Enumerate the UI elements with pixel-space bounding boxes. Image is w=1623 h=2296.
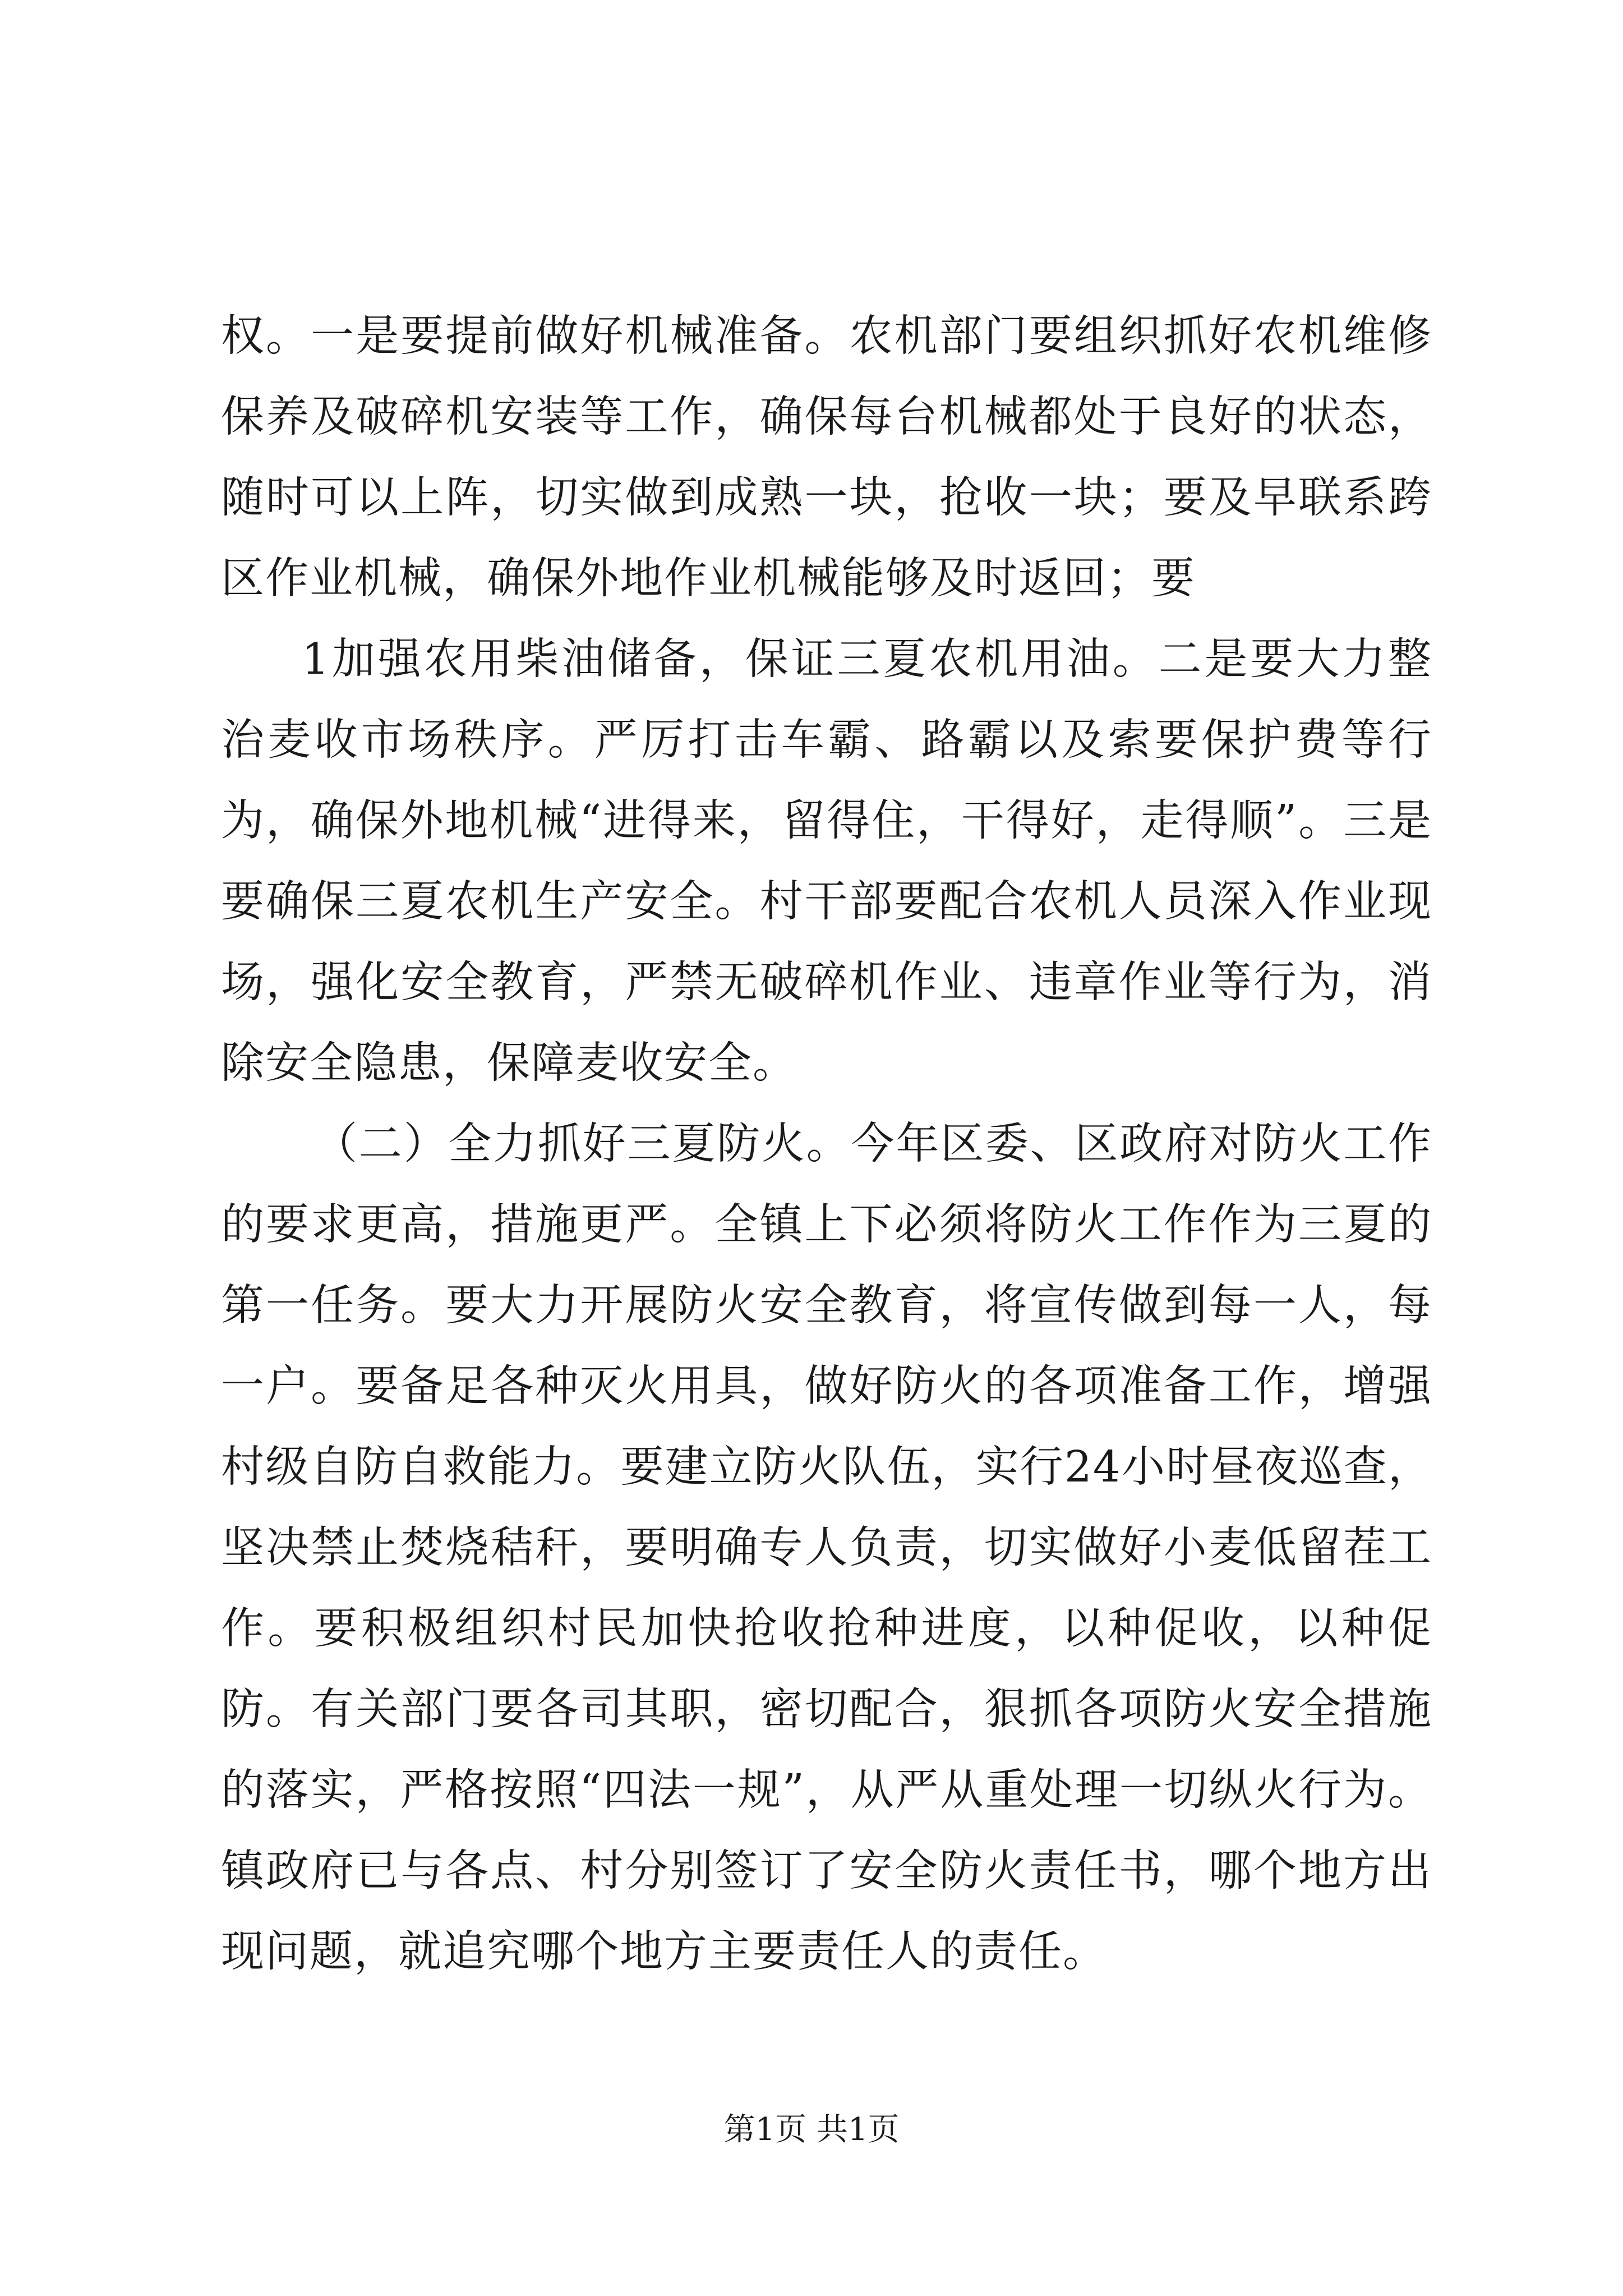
paragraph-2: 1加强农用柴油储备，保证三夏农机用油。二是要大力整治麦收市场秩序。严厉打击车霸、路霸以及索要保护费等行为，确保外地机械“进得来，留得住，干得好，走得顺”。三是要确保三夏农机生产安全。村干部要配合农机人员深入作业现场，强化安全教育，严禁无破碎机作业、违章作业等行为，消除安全隐患，保障麦收安全。 bbox=[221, 634, 1432, 1088]
paragraph-1: 权。一是要提前做好机械准备。农机部门要组织抓好农机维修保养及破碎机安装等工作，确保每台机械都处于良好的状态，随时可以上阵，切实做到成熟一块，抢收一块；要及早联系跨区作业机械，确保外地作业机械能够及时返回；要 bbox=[221, 311, 1432, 604]
page-footer: 第1页 共1页 bbox=[723, 2111, 900, 2148]
paragraph-3: （二）全力抓好三夏防火。今年区委、区政府对防火工作的要求更高，措施更严。全镇上下必须将防火工作作为三夏的第一任务。要大力开展防火安全教育，将宣传做到每一人，每一户。要备足各种灭火用具，做好防火的各项准备工作，增强村级自防自救能力。要建立防火队伍，实行24小时昼夜巡查，坚决禁止焚烧秸秆，要明确专人负责，切实做好小麦低留茬工作。要积极组织村民加快抢收抢种进度，以种促收，以种促防。有关部门要各司其职，密切配合，狠抓各项防火安全措施的落实，严格按照“四法一规”，从严从重处理一切纵火行为。镇政府已与各点、村分别签订了安全防火责任书，哪个地方出现问题，就追究哪个地方主要责任人的责任。 bbox=[221, 1119, 1432, 1977]
document-body bbox=[221, 296, 1432, 1993]
